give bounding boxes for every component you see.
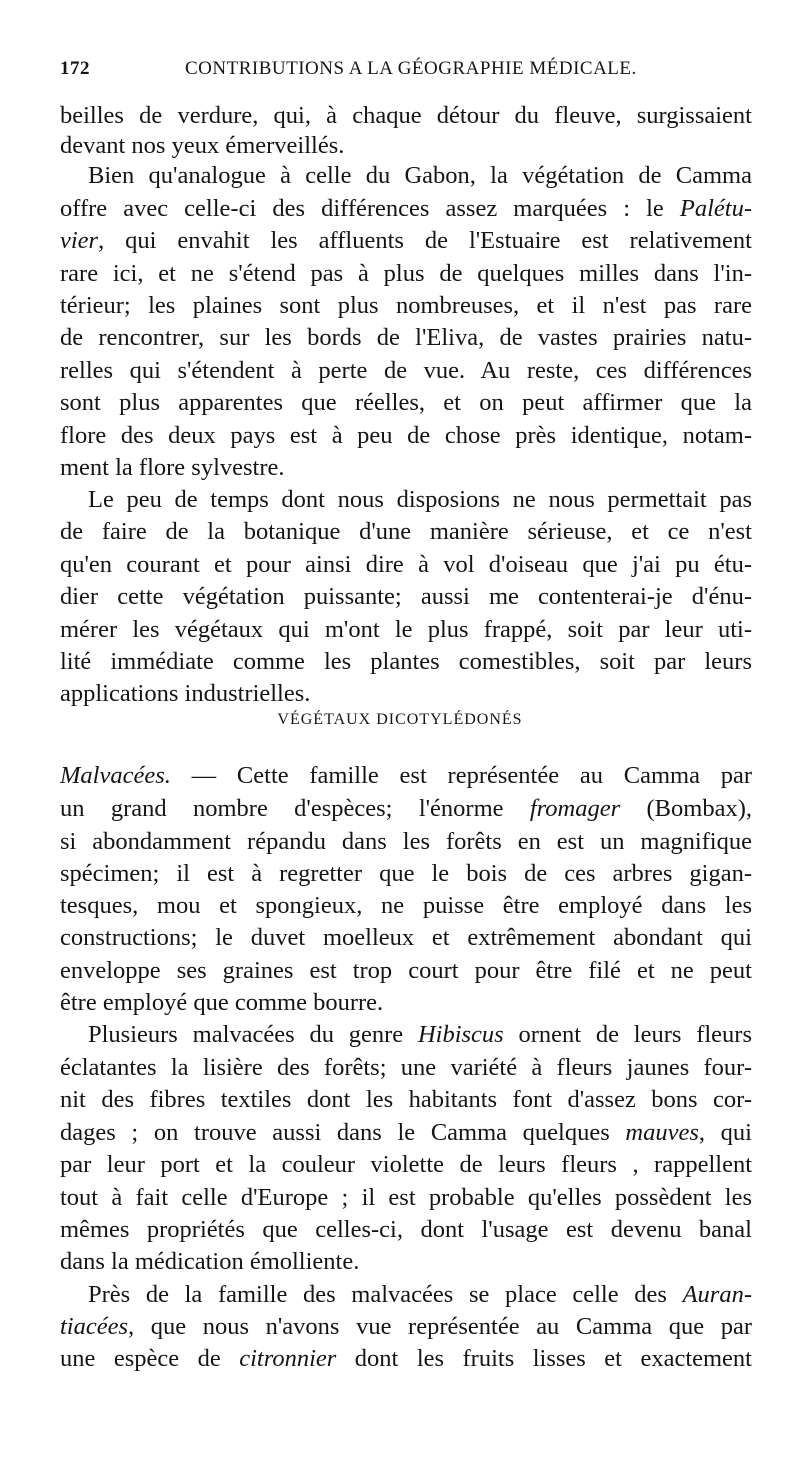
text-segment: (Bombax), [620, 795, 752, 822]
text-line [88, 160, 752, 192]
text-segment: enveloppe ses graines est trop court pour être filé et ne peut [60, 957, 752, 984]
text-segment: un grand nombre d'espèces; l'énorme [60, 795, 530, 822]
italic-segment: Auran- [682, 1281, 752, 1308]
text-segment: de rencontrer, sur les bords de l'Eliva, de vastes prairies natu- [60, 324, 752, 351]
text-segment: une espèce de [60, 1345, 240, 1372]
text-segment: lité immédiate comme les plantes comestibles, soit par leurs [60, 648, 752, 675]
text-line [60, 322, 752, 354]
text-segment: nit des fibres textiles dont les habitants font d'assez bons cor- [60, 1086, 752, 1113]
text-segment: de faire de la botanique d'une manière sérieuse, et ce n'est [60, 518, 752, 545]
text-line [60, 890, 752, 922]
text-segment: dier cette végétation puissante; aussi me contenterai-je d'énu- [60, 583, 752, 610]
text-line [60, 258, 752, 290]
text-line [88, 1279, 752, 1311]
italic-segment: Hibiscus [417, 1021, 504, 1048]
text-line [60, 678, 752, 710]
text-segment: ornent de leurs fleurs [503, 1021, 752, 1048]
italic-segment: Malvacées. [60, 762, 171, 789]
text-line [60, 922, 752, 954]
text-line [60, 955, 752, 987]
text-line [88, 1019, 752, 1051]
page-number: 172 [60, 58, 90, 79]
text-segment: spécimen; il est à regretter que le bois de ces arbres gigan- [60, 860, 752, 887]
text-segment: éclatantes la lisière des forêts; une variété à fleurs jaunes four- [60, 1054, 752, 1081]
text-line [88, 484, 752, 516]
text-segment: Le peu de temps dont nous disposions ne nous permettait pas [88, 486, 752, 513]
text-segment: , qui envahit les affluents de l'Estuaire est relativement [98, 227, 752, 254]
text-line [60, 1214, 752, 1246]
text-line [60, 858, 752, 890]
text-line [60, 1052, 752, 1084]
text-line [60, 987, 752, 1019]
text-segment: dages ; on trouve aussi dans le Camma quelques [60, 1119, 626, 1146]
page-header [60, 58, 750, 88]
text-segment: être employé que comme bourre. [60, 989, 384, 1016]
text-line [60, 1182, 752, 1214]
text-segment: Près de la famille des malvacées se place celle des [88, 1281, 683, 1308]
text-line [60, 100, 752, 132]
text-line [60, 1084, 752, 1116]
text-segment: tesques, mou et spongieux, ne puisse être employé dans les [60, 892, 752, 919]
text-segment: qu'en courant et pour ainsi dire à vol d'oiseau que j'ai pu étu- [60, 551, 752, 578]
text-line [60, 1311, 752, 1343]
italic-segment: fromager [529, 795, 621, 822]
text-line [60, 420, 752, 452]
text-segment: flore des deux pays est à peu de chose près identique, notam- [60, 422, 752, 449]
text-segment: sont plus apparentes que réelles, et on peut affirmer que la [60, 389, 752, 416]
italic-segment: Palétu- [679, 195, 752, 222]
text-segment: térieur; les plaines sont plus nombreuses, et il n'est pas rare [60, 292, 752, 319]
text-segment: , que nous n'avons vue représentée au Camma que par [128, 1313, 752, 1340]
text-line [60, 1246, 752, 1278]
text-segment: , qui [698, 1119, 752, 1146]
text-segment: dont les fruits lisses et exactement [336, 1345, 752, 1372]
text-line [60, 452, 752, 484]
text-segment: devant nos yeux émerveillés. [60, 132, 345, 159]
text-line [60, 1117, 752, 1149]
text-segment: tout à fait celle d'Europe ; il est probable qu'elles possèdent les [60, 1184, 752, 1211]
text-line [60, 355, 752, 387]
text-line [60, 130, 752, 162]
text-segment: relles qui s'étendent à perte de vue. Au reste, ces différences [60, 357, 752, 384]
text-segment: par leur port et la couleur violette de leurs fleurs , rappellent [60, 1151, 752, 1178]
text-line [60, 549, 752, 581]
italic-segment: tiacées [60, 1313, 129, 1340]
text-line [60, 646, 752, 678]
text-segment: rare ici, et ne s'étend pas à plus de quelques milles dans l'in- [60, 260, 752, 287]
text-line [60, 581, 752, 613]
text-line [60, 387, 752, 419]
text-line [60, 225, 752, 257]
text-segment: si abondamment répandu dans les forêts en est un magnifique [60, 828, 752, 855]
text-segment: applications industrielles. [60, 680, 311, 707]
italic-segment: mauves [625, 1119, 699, 1146]
text-line [60, 516, 752, 548]
text-segment: — Cette famille est représentée au Camma par [170, 762, 752, 789]
text-line [60, 826, 752, 858]
text-segment: offre avec celle-ci des différences assez marquées : le [60, 195, 680, 222]
text-line [60, 793, 752, 825]
text-segment: beilles de verdure, qui, à chaque détour du fleuve, surgissaient [60, 102, 752, 129]
text-line [60, 1343, 752, 1375]
text-line [60, 290, 752, 322]
text-segment: Bien qu'analogue à celle du Gabon, la végétation de Camma [88, 162, 752, 189]
italic-segment: vier [60, 227, 99, 254]
text-line [60, 193, 752, 225]
text-line [60, 760, 752, 792]
section-heading: VÉGÉTAUX DICOTYLÉDONÉS [277, 711, 523, 728]
text-line [60, 1149, 752, 1181]
text-segment: Plusieurs malvacées du genre [88, 1021, 418, 1048]
text-segment: ment la flore sylvestre. [60, 454, 285, 481]
italic-segment: citronnier [239, 1345, 337, 1372]
text-segment: dans la médication émolliente. [60, 1248, 360, 1275]
text-line [60, 614, 752, 646]
running-title: CONTRIBUTIONS A LA GÉOGRAPHIE MÉDICALE. [185, 58, 637, 79]
text-segment: constructions; le duvet moelleux et extrêmement abondant qui [60, 924, 752, 951]
text-segment: mérer les végétaux qui m'ont le plus frappé, soit par leur uti- [60, 616, 752, 643]
text-segment: mêmes propriétés que celles-ci, dont l'usage est devenu banal [60, 1216, 752, 1243]
